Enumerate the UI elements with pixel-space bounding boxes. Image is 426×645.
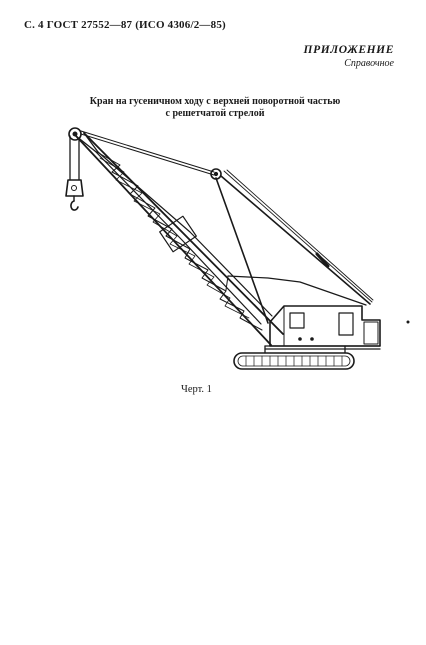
- hook-block: [66, 136, 83, 210]
- page-header: С. 4 ГОСТ 27552—87 (ИСО 4306/2—85): [24, 19, 226, 31]
- a-frame-gantry: [211, 169, 373, 323]
- crawler-track: [234, 353, 354, 369]
- boom-tip-sheave: [69, 128, 81, 140]
- figure-label: Черт. 1: [181, 384, 212, 395]
- appendix-title: ПРИЛОЖЕНИЕ: [303, 44, 394, 56]
- crane-cab: [270, 306, 380, 346]
- figure-caption-line-1: Кран на гусеничном ходу с верхней поворотной частью: [89, 96, 341, 107]
- stray-mark: [407, 321, 409, 323]
- pendant-lines: [81, 131, 214, 175]
- appendix-subtitle: Справочное: [344, 58, 394, 69]
- turntable: [265, 346, 380, 353]
- figure-caption-line-2: с решетчатой стрелой: [165, 108, 265, 119]
